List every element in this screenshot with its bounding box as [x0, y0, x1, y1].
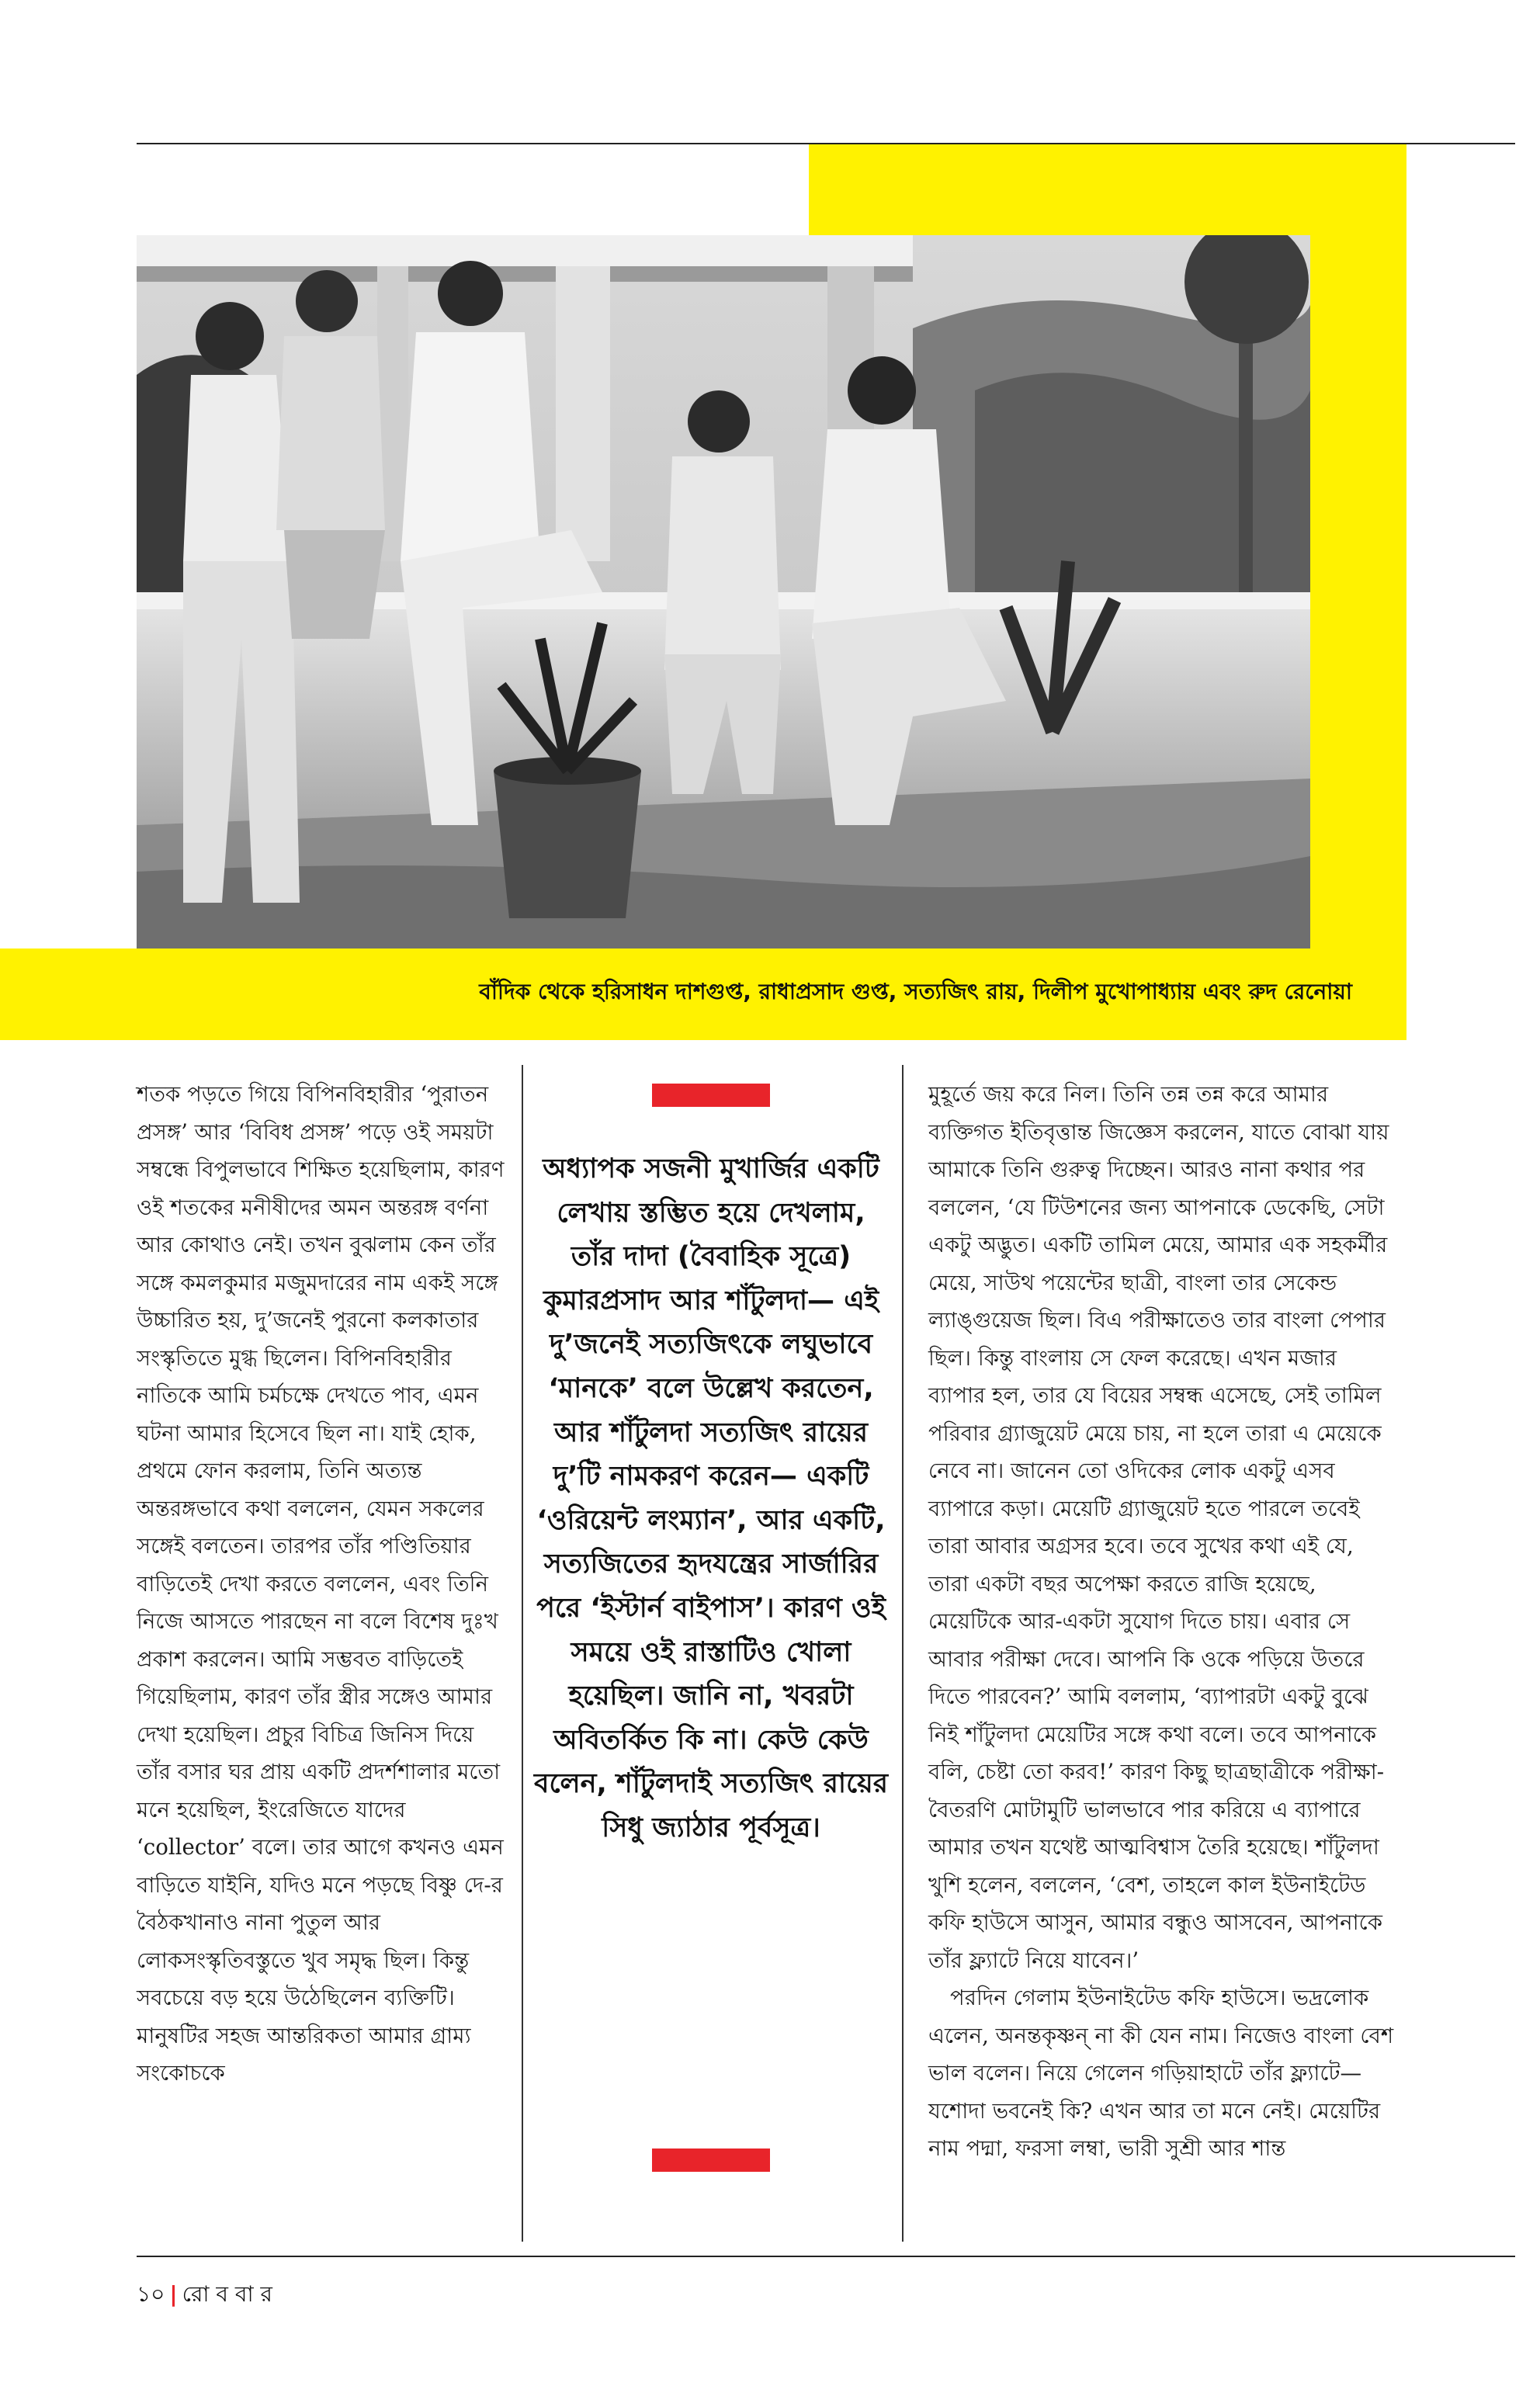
bottom-rule [137, 2256, 1515, 2257]
photo-caption: বাঁদিক থেকে হরিসাধন দাশগুপ্ত, রাধাপ্রসাদ গুপ্ত, সত্যজিৎ রায়, দিলীপ মুখোপাধ্যায় এবং রুদ রেনোয়া [479, 979, 1352, 1004]
pull-quote-top-bar [652, 1084, 770, 1107]
paragraph: মুহূর্তে জয় করে নিল। তিনি তন্ন তন্ন করে আমার ব্যক্তিগত ইতিবৃত্তান্ত জিজ্ঞেস করলেন, যাতে বোঝা যায় আমাকে তিনি গুরুত্ব দিচ্ছেন। আরও নানা কথার পর বললেন, ‘যে টিউশনের জন্য আপনাকে ডেকেছি, সেটা একটু অদ্ভুত। একটি তামিল মেয়ে, আমার এক সহকর্মীর মেয়ে, সাউথ পয়েন্টের ছাত্রী, বাংলা তার সেকেন্ড ল্যাঙ্গুয়েজ ছিল। বিএ পরীক্ষাতেও তার বাংলা পেপার ছিল। কিন্তু বাংলায় সে ফেল করেছে। এখন মজার ব্যাপার হল, তার যে বিয়ের সম্বন্ধ এসেছে, সেই তামিল পরিবার গ্র্যাজুয়েট মেয়ে চায়, না হলে তারা এ মেয়েকে নেবে না। জানেন তো ওদিকের লোক একটু এসব ব্যাপারে কড়া। মেয়েটি গ্র্যাজুয়েট হতে পারলে তবেই তারা আবার অগ্রসর হবে। তবে সুখের কথা এই যে, তারা একটা বছর অপেক্ষা করতে রাজি হয়েছে, মেয়েটিকে আর-একটা সুযোগ দিতে চায়। এবার সে আবার পরীক্ষা দেবে। আপনি কি ওকে পড়িয়ে উতরে দিতে পারবেন?’ আমি বললাম, ‘ব্যাপারটা একটু বুঝে নিই শাঁটুলদা মেয়েটির সঙ্গে কথা বলে। তবে আপনাকে বলি, চেষ্টা তো করব!’ কারণ কিছু ছাত্রছাত্রীকে পরীক্ষা-বৈতরণি মোটামুটি ভালভাবে পার করিয়ে এ ব্যাপারে আমার তখন যথেষ্ট আত্মবিশ্বাস তৈরি হয়েছে। শাঁটুলদা খুশি হলেন, বললেন, ‘বেশ, তাহলে কাল ইউনাইটেড কফি হাউসে আসুন, আমার বন্ধুও আসবেন, আপনাকে তাঁর ফ্ল্যাটে নিয়ে যাবেন।’ [928, 1081, 1389, 1973]
article-column-right [928, 1076, 1394, 2168]
page-folio [137, 2277, 272, 2314]
pull-quote [534, 1147, 888, 1850]
group-photograph [137, 235, 1310, 949]
folio-separator: | [169, 2281, 178, 2307]
magazine-name: রো ব বা র [182, 2281, 272, 2307]
pull-quote-bottom-bar [652, 2148, 770, 2172]
yellow-accent-block [809, 144, 1406, 235]
paragraph: শতক পড়তে গিয়ে বিপিনবিহারীর ‘পুরাতন প্রসঙ্গ’ আর ‘বিবিধ প্রসঙ্গ’ পড়ে ওই সময়টা সম্বন্ধে বিপুলভাবে শিক্ষিত হয়েছিলাম, কারণ ওই শতকের মনীষীদের অমন অন্তরঙ্গ বর্ণনা আর কোথাও নেই। তখন বুঝলাম কেন তাঁর সঙ্গে কমলকুমার মজুমদারের নাম একই সঙ্গে উচ্চারিত হয়, দু’জনেই পুরনো কলকাতার সংস্কৃতিতে মুগ্ধ ছিলেন। বিপিনবিহারীর নাতিকে আমি চর্মচক্ষে দেখতে পাব, এমন ঘটনা আমার হিসেবে ছিল না। যাই হোক, প্রথমে ফোন করলাম, তিনি অত্যন্ত অন্তরঙ্গভাবে কথা বললেন, যেমন সকলের সঙ্গেই বলতেন। তারপর তাঁর পণ্ডিতিয়ার বাড়িতেই দেখা করতে বললেন, এবং তিনি নিজে আসতে পারছেন না বলে বিশেষ দুঃখ প্রকাশ করলেন। আমি সম্ভবত বাড়িতেই গিয়েছিলাম, কারণ তাঁর স্ত্রীর সঙ্গেও আমার দেখা হয়েছিল। প্রচুর বিচিত্র জিনিস দিয়ে তাঁর বসার ঘর প্রায় একটি প্রদর্শশালার মতো মনে হয়েছিল, ইংরেজিতে যাদের ‘collector’ বলে। তার আগে কখনও এমন বাড়িতে যাইনি, যদিও মনে পড়ছে বিষ্ণু দে-র বৈঠকখানাও নানা পুতুল আর লোকসংস্কৃতিবস্তুতে খুব সমৃদ্ধ ছিল। কিন্তু সবচেয়ে বড় হয়ে উঠেছিলেন ব্যক্তিটি। মানুষটির সহজ আন্তরিকতা আমার গ্রাম্য সংকোচকে [137, 1081, 505, 2086]
column-divider-left [522, 1065, 523, 2242]
column-divider-right [902, 1065, 904, 2242]
paragraph: পরদিন গেলাম ইউনাইটেড কফি হাউসে। ভদ্রলোক এলেন, অনন্তকৃষ্ণন্ না কী যেন নাম। নিজেও বাংলা বেশ ভাল বলেন। নিয়ে গেলেন গড়িয়াহাটে তাঁর ফ্ল্যাটে— যশোদা ভবনেই কি? এখন আর তা মনে নেই। মেয়েটির নাম পদ্মা, ফরসা লম্বা, ভারী সুশ্রী আর শান্ত [928, 1985, 1394, 2161]
yellow-accent-side [1310, 235, 1406, 949]
photo-caption-band [0, 949, 1406, 1040]
page-number: ১০ [137, 2281, 165, 2307]
article-column-left [137, 1076, 513, 2093]
pull-quote-text: অধ্যাপক সজনী মুখার্জির একটি লেখায় স্তম্ভিত হয়ে দেখলাম, তাঁর দাদা (বৈবাহিক সূত্রে) কুমারপ্রসাদ আর শাঁটুলদা— এই দু’জনেই সত্যজিৎকে লঘুভাবে ‘মানকে’ বলে উল্লেখ করতেন, আর শাঁটুলদা সত্যজিৎ রায়ের দু’টি নামকরণ করেন— একটি ‘ওরিয়েন্ট লংম্যান’, আর একটি, সত্যজিতের হৃদযন্ত্রের সার্জারির পরে ‘ইস্টার্ন বাইপাস’। কারণ ওই সময়ে ওই রাস্তাটিও খোলা হয়েছিল। জানি না, খবরটা অবিতর্কিত কি না। কেউ কেউ বলেন, শাঁটুলদাই সত্যজিৎ রায়ের সিধু জ্যাঠার পূর্বসূত্র। [534, 1153, 889, 1843]
